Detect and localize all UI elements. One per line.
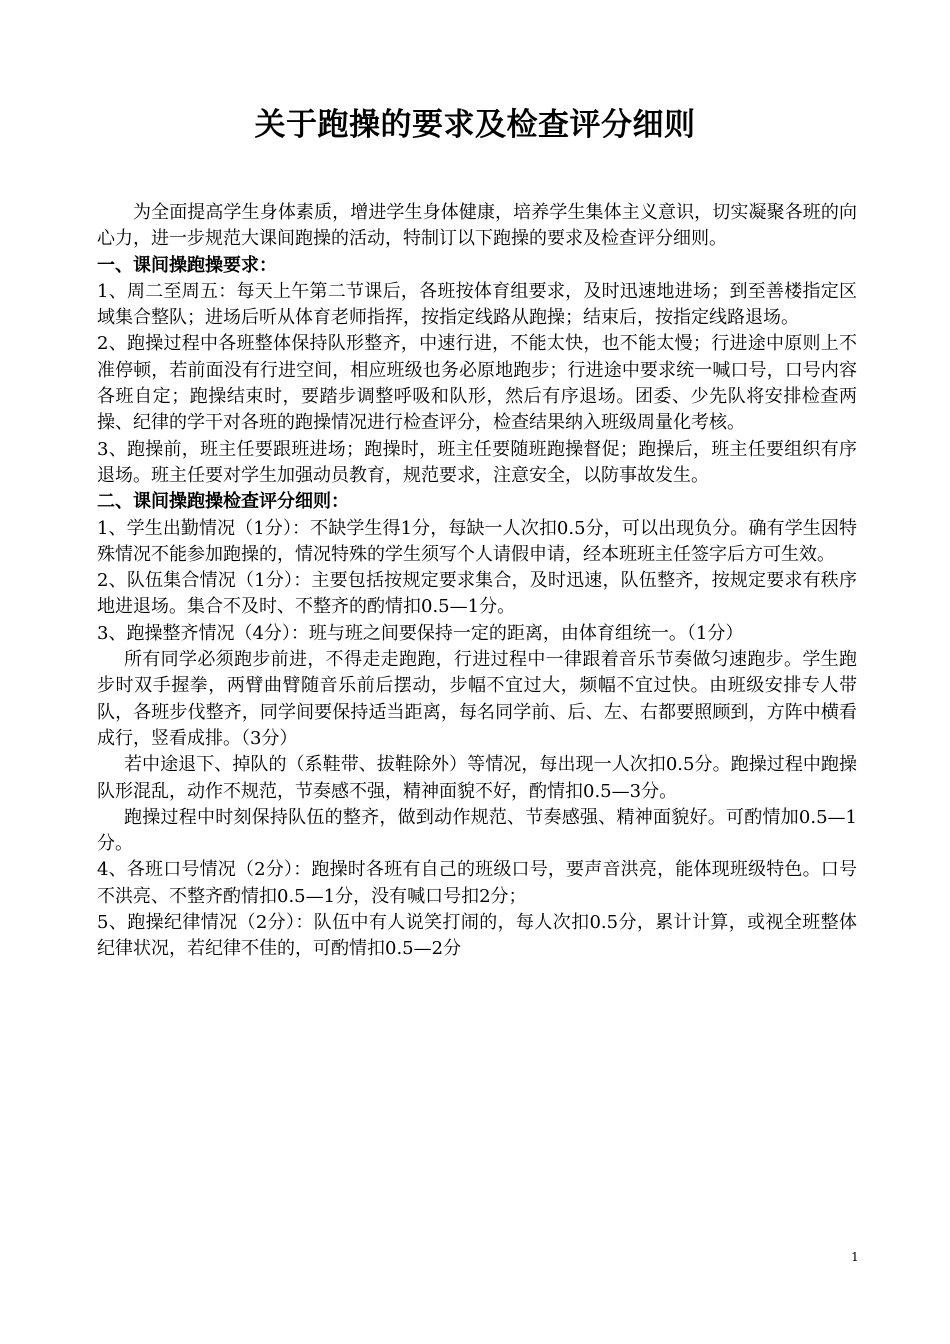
section-2-item-4: 4、各班口号情况（2分）：跑操时各班有自己的班级口号，要声音洪亮，能体现班级特色。口号不洪亮、不整齐酌情扣0.5—1分，没有喊口号扣2分； (97, 859, 857, 907)
section-1-heading: 一、课间操跑操要求： (97, 254, 277, 276)
section-1-item-3: 3、跑操前，班主任要跟班进场；跑操时，班主任要随班跑操督促；跑操后，班主任要组织有序退场。班主任要对学生加强动员教育，规范要求，注意安全，以防事故发生。 (97, 438, 857, 486)
section-1-item-2: 2、跑操过程中各班整体保持队形整齐，中速行进，不能太快，也不能太慢；行进途中原则上不准停顿，若前面没有行进空间，相应班级也务必原地跑步；行进途中要求统一喊口号，口号内容各班自定；跑操结束时，要踏步调整呼吸和队形，然后有序退场。团委、少先队将安排检查两操、纪律的学干对各班的跑操情况进行检查评分，检查结果纳入班级周量化考核。 (97, 333, 857, 434)
document-title: 关于跑操的要求及检查评分细则 (254, 107, 696, 143)
section-2-item-3: 3、跑操整齐情况（4分）：班与班之间要保持一定的距离，由体育组统一。（1分） (97, 622, 744, 644)
page-number: 1 (851, 1250, 859, 1264)
section-2-item-3-paragraph-1: 所有同学必须跑步前进，不得走走跑跑，行进过程中一律跟着音乐节奏做匀速跑步。学生跑步时双手握拳，两臂曲臂随音乐前后摆动，步幅不宜过大，频幅不宜过快。由班级安排专人带队，各班步伐整齐，同学间要保持适当距离，每名同学前、后、左、右都要照顾到，方阵中横看成行，竖看成排。（3分） (97, 649, 857, 749)
section-2-item-2: 2、队伍集合情况（1分）：主要包括按规定要求集合，及时迅速，队伍整齐，按规定要求有秩序地进退场。集合不及时、不整齐的酌情扣0.5—1分。 (97, 570, 857, 618)
section-2-heading: 二、课间操跑操检查评分细则： (97, 491, 349, 513)
section-2-item-1: 1、学生出勤情况（1分）：不缺学生得1分，每缺一人次扣0.5分，可以出现负分。确有学生因特殊情况不能参加跑操的，情况特殊的学生须写个人请假申请，经本班班主任签字后方可生效。 (97, 517, 857, 565)
section-2-item-3-paragraph-3: 跑操过程中时刻保持队伍的整齐，做到动作规范、节奏感强、精神面貌好。可酌情加0.5—1分。 (97, 806, 857, 855)
section-2-item-3-paragraph-2: 若中途退下、掉队的（系鞋带、拔鞋除外）等情况，每出现一人次扣0.5分。跑操过程中跑操队形混乱，动作不规范，节奏感不强，精神面貌不好，酌情扣0.5—3分。 (97, 754, 857, 802)
intro-paragraph: 为全面提高学生身体素质，增进学生身体健康，培养学生集体主义意识，切实凝聚各班的向心力，进一步规范大课间跑操的活动，特制订以下跑操的要求及检查评分细则。 (97, 202, 857, 250)
section-2-item-5: 5、跑操纪律情况（2分）：队伍中有人说笑打闹的，每人次扣0.5分，累计计算，或视全班整体纪律状况，若纪律不佳的，可酌情扣0.5—2分 (97, 912, 857, 960)
document-body (97, 200, 857, 963)
section-1-item-1: 1、周二至周五：每天上午第二节课后，各班按体育组要求，及时迅速地进场；到至善楼指定区域集合整队；进场后听从体育老师指挥，按指定线路从跑操；结束后，按指定线路退场。 (97, 280, 857, 329)
